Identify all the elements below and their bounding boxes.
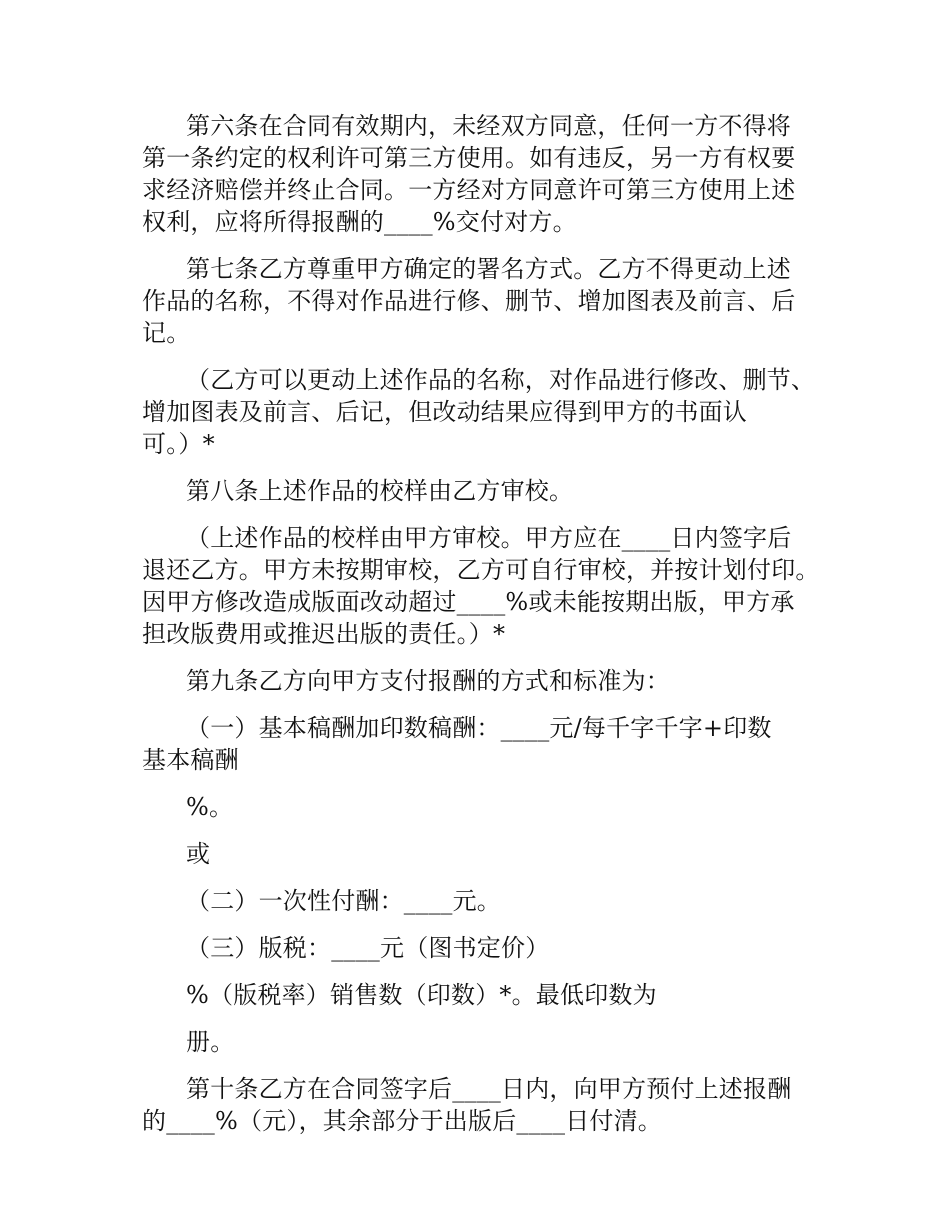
text-line: %（版税率）销售数（印数）*。最低印数为	[186, 981, 657, 1009]
text-line: 第七条乙方尊重甲方确定的署名方式。乙方不得更动上述	[186, 255, 791, 283]
text-line: 第十条乙方在合同签字后____日内，向甲方预付上述报酬	[186, 1075, 792, 1103]
article-7-alternative-paragraph	[142, 364, 832, 460]
text-line: 第八条上述作品的校样由乙方审校。	[186, 477, 574, 505]
document-page	[142, 110, 832, 1152]
article-6-paragraph	[142, 110, 832, 238]
text-line: （一）基本稿酬加印数稿酬：____元/每千字千字+印数	[186, 714, 772, 742]
text-line: 第六条在合同有效期内，未经双方同意，任何一方不得将	[186, 112, 791, 140]
text-line: 的____%（元），其余部分于出版后____日付清。	[142, 1107, 663, 1135]
text-line: 或	[186, 840, 211, 868]
text-line: 可。）*	[142, 430, 215, 458]
article-9-paragraph	[142, 665, 832, 697]
payment-option-2	[142, 885, 832, 917]
text-line: 第九条乙方向甲方支付报酬的方式和标准为：	[186, 667, 670, 695]
article-10-paragraph	[142, 1073, 832, 1137]
text-line: 记。	[142, 319, 191, 347]
text-line: 增加图表及前言、后记，但改动结果应得到甲方的书面认	[142, 398, 747, 426]
text-line: （乙方可以更动上述作品的名称，对作品进行修改、删节、	[186, 366, 816, 394]
text-line: 退还乙方。甲方未按期审校，乙方可自行审校，并按计划付印。	[142, 556, 820, 584]
text-line: 册。	[186, 1028, 235, 1056]
article-8-paragraph	[142, 475, 832, 507]
payment-option-1	[142, 712, 832, 776]
percent-line	[142, 791, 832, 823]
royalty-rate-line	[142, 979, 832, 1011]
payment-option-3	[142, 932, 832, 964]
text-line: （三）版税：____元（图书定价）	[186, 934, 550, 962]
text-line: （上述作品的校样由甲方审校。甲方应在____日内签字后	[186, 524, 792, 552]
text-line: 作品的名称，不得对作品进行修、删节、增加图表及前言、后	[142, 287, 796, 315]
text-line: 基本稿酬	[142, 746, 239, 774]
copies-line	[142, 1026, 832, 1058]
article-8-alternative-paragraph	[142, 522, 832, 650]
text-line: （二）一次性付酬：____元。	[186, 887, 501, 915]
text-line: 求经济赔偿并终止合同。一方经对方同意许可第三方使用上述	[142, 176, 796, 204]
or-line	[142, 838, 832, 870]
text-line: 第一条约定的权利许可第三方使用。如有违反，另一方有权要	[142, 144, 796, 172]
text-line: %。	[186, 793, 234, 821]
text-line: 担改版费用或推迟出版的责任。）*	[142, 620, 506, 648]
text-line: 因甲方修改造成版面改动超过____%或未能按期出版，甲方承	[142, 588, 795, 616]
text-line: 权利，应将所得报酬的____%交付对方。	[142, 208, 577, 236]
article-7-paragraph	[142, 253, 832, 349]
